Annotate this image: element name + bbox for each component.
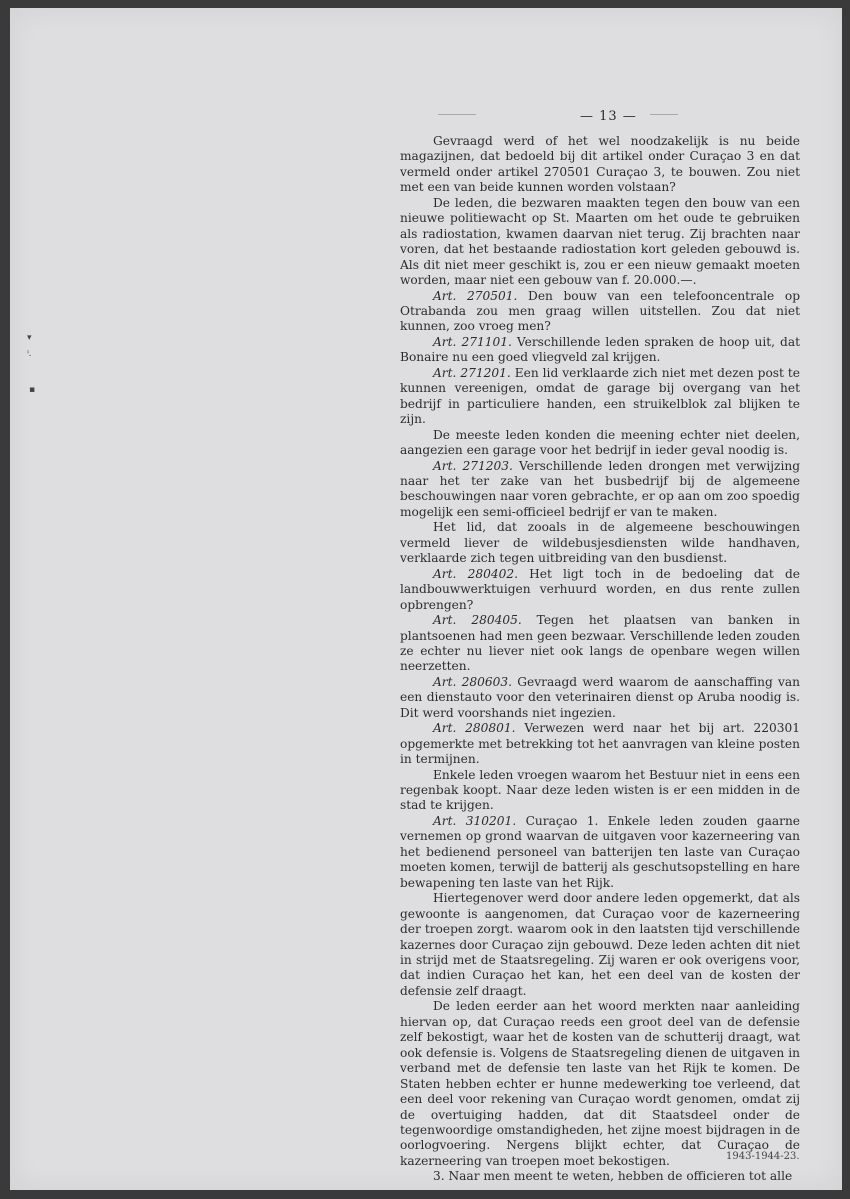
paragraph: Enkele leden vroegen waarom het Bestuur niet in eens een regenbak koopt. Naar deze leden wisten is er een midden in de stad te krijgen. (400, 767, 800, 813)
body-text (400, 134, 800, 1185)
paragraph: Hiertegenover werd door andere leden opgemerkt, dat als gewoonte is aangenomen, dat Curaçao voor de kazerneering der troepen zorgt. waarom ook in den laatsten tijd verschillende kazernes door Curaçao zijn gebouwd. Deze leden achten dit niet in strijd met de Staatsregeling. Zij waren er ook overigens voor, dat indien Curaçao het kan, het een deel van de kosten der defensie zelf draagt. (400, 891, 800, 998)
page-number: — 13 — (580, 109, 637, 124)
paragraph: Art. 280603. Gevraagd werd waarom de aanschaffing van een dienstauto voor den veterinairen dienst op Aruba noodig is. Dit werd voorshands niet ingezien. (400, 674, 801, 720)
paragraph: Art. 271201. Een lid verklaarde zich niet met dezen post te kunnen vereenigen, omdat de garage bij overgang van het bedrijf in particuliere handen, een struikelblok zal blijken te zijn. (400, 365, 801, 427)
paragraph: 3. Naar men meent te weten, hebben de officieren tot alle (433, 1169, 793, 1184)
paragraph: Art. 280801. Verwezen werd naar het bij art. 220301 opgemerkte met betrekking tot het aanvragen van kleine posten in termijnen. (400, 721, 801, 767)
footer-reference: 1943-1944-23. (726, 1151, 800, 1162)
paragraph: Art. 310201. Curaçao 1. Enkele leden zouden gaarne vernemen op grond waarvan de uitgaven voor kazerneering van het bedienend personeel van batterijen ten laste van Curaçao moeten komen, terwijl de batterij als geschutsopstelling en hare bewapening ten laste van het Rijk. (400, 813, 801, 890)
paragraph: Art. 280402. Het ligt toch in de bedoeling dat de landbouwwerktuigen verhuurd worden, en dus rente zullen opbrengen? (400, 566, 800, 612)
paragraph: De leden eerder aan het woord merkten naar aanleiding hiervan op, dat Curaçao reeds een groot deel van de defensie zelf bekostigt, waar het de kosten van de schutterij draagt, wat ook defensie is. Volgens de Staatsregeling dienen de uitgaven in verband met de defensie ten laste van het Rijk te komen. De Staten hebben echter er hunne medewerking toe verleend, dat een deel voor rekening van Curaçao wordt genomen, omdat zij de overtuiging hadden, dat dit Staatsdeel onder de tegenwoordige omstandigheden, het zijne moest bijdragen in de oorlogvoering. Nergens blijkt echter, dat Curaçao de kazerneering van troepen moet bekostigen. (400, 999, 800, 1168)
paragraph: Art. 270501. Den bouw van een telefooncentrale op Otrabanda zou men graag willen uitstellen. Zou dat niet kunnen, zoo vroeg men? (400, 288, 801, 334)
paragraph: Gevraagd werd of het wel noodzakelijk is nu beide magazijnen, dat bedoeld bij dit artikel onder Curaçao 3 en dat vermeld onder artikel 270501 Curaçao 3, te bouwen. Zou niet met een van beide kunnen worden volstaan? (400, 134, 800, 195)
margin-mark: ▪ (29, 385, 36, 395)
document-page (10, 8, 842, 1190)
paragraph: Art. 271203. Verschillende leden drongen met verwijzing naar het ter zake van het busbedrijf bij de algemeene beschouwingen naar voren gebrachte, er op aan om zoo spoedig mogelijk een semi-officieel bedrijf er van te maken. (400, 458, 800, 519)
margin-mark: ▾ (27, 333, 32, 343)
paragraph: De leden, die bezwaren maakten tegen den bouw van een nieuwe politiewacht op St. Maarten om het oude te gebruiken als radiostation, kwamen daarvan niet terug. Zij brachten naar voren, dat het bestaande radiostation kort geleden gebouwd is. Als dit niet meer geschikt is, zou er een nieuw gemaakt moeten worden, maar niet een gebouw van f. 20.000.—. (400, 195, 800, 288)
margin-mark: ᵎ. (27, 349, 32, 359)
paragraph: Art. 271101. Verschillende leden spraken de hoop uit, dat Bonaire nu een goed vliegveld zal krijgen. (400, 334, 801, 365)
header-rule-right (650, 114, 678, 115)
paragraph: De meeste leden konden die meening echter niet deelen, aangezien een garage voor het bedrijf in ieder geval noodig is. (400, 427, 800, 458)
paragraph: Het lid, dat zooals in de algemeene beschouwingen vermeld liever de wildebusjesdiensten wilde handhaven, verklaarde zich tegen uitbreiding van den busdienst. (400, 520, 800, 566)
header-rule-left (438, 114, 476, 115)
paragraph: Art. 280405. Tegen het plaatsen van banken in plantsoenen had men geen bezwaar. Verschillende leden zouden ze echter nu liever niet ook langs de openbare wegen willen neerzetten. (400, 613, 800, 674)
